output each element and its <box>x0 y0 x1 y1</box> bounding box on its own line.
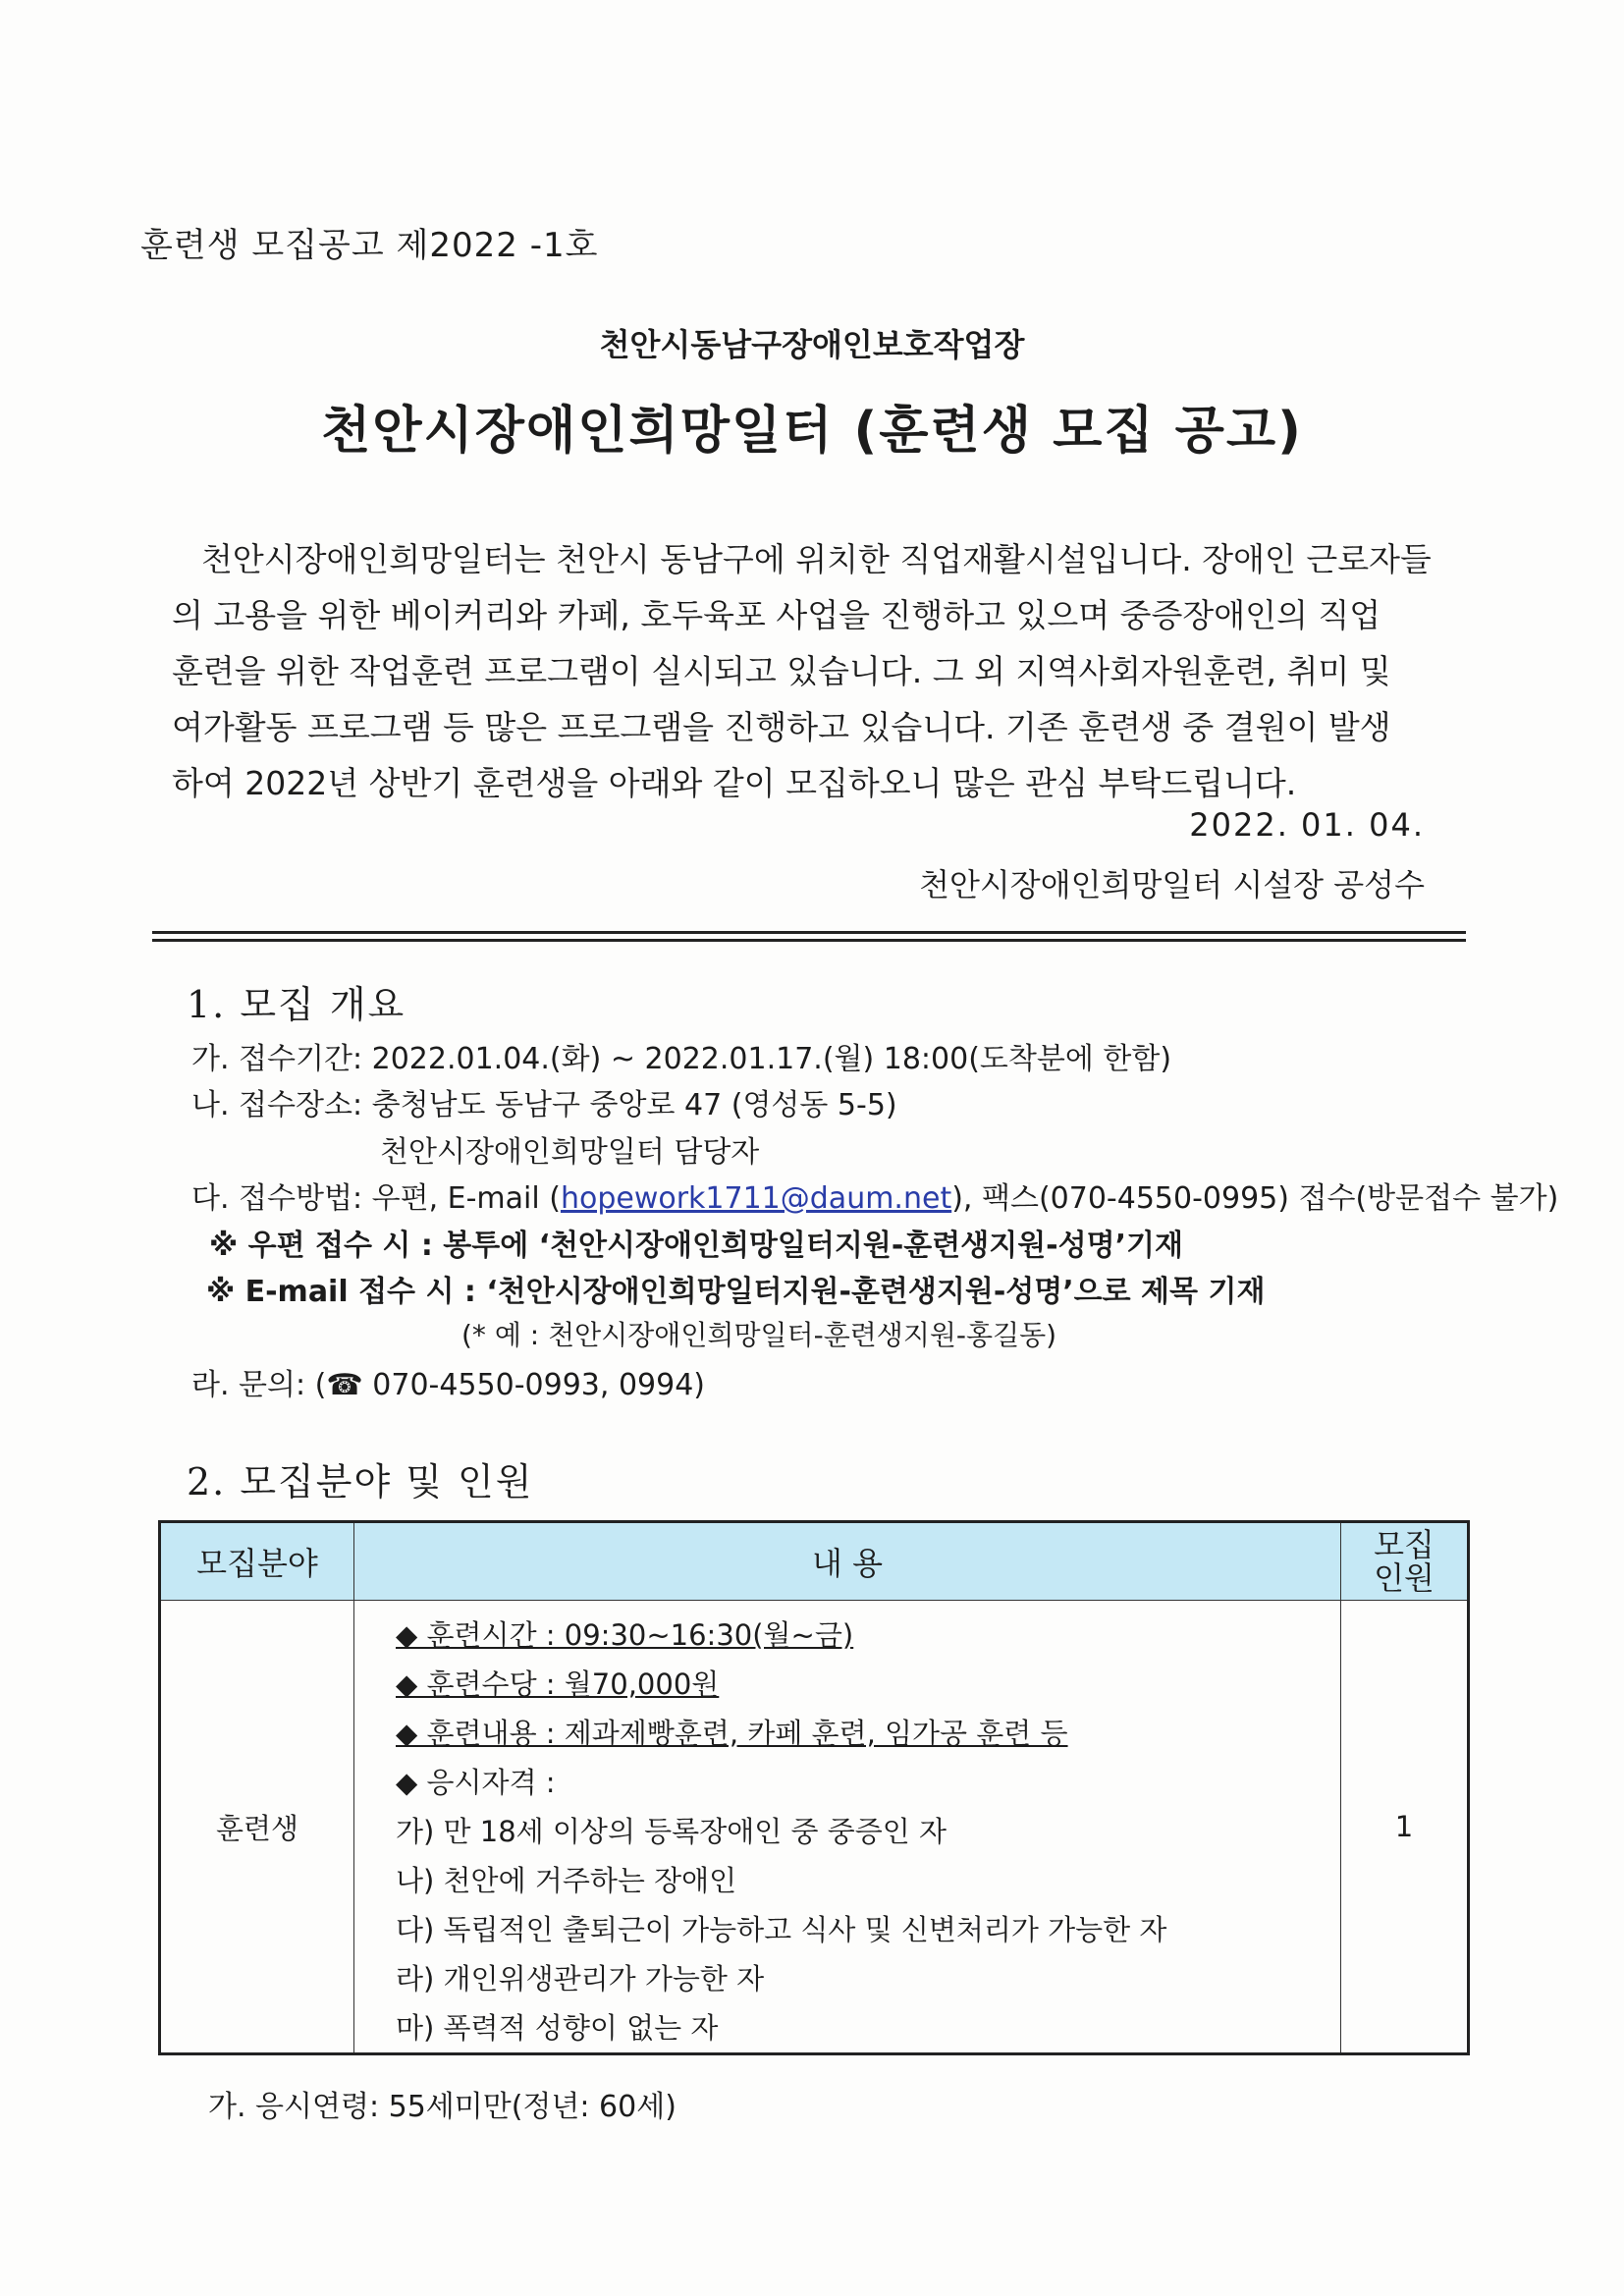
content-line: 마) 폭력적 성향이 없는 자 <box>396 2011 719 2045</box>
content-line: 라) 개인위생관리가 가능한 자 <box>396 1962 765 1995</box>
note-email: ※ E-mail 접수 시 : ‘천안시장애인희망일터지원-훈련생지원-성명’으로 제목 기재 <box>206 1275 1266 1309</box>
application-period: 가. 접수기간: 2022.01.04.(화) ~ 2022.01.17.(월) 18:00(도착분에 한함) <box>191 1042 1172 1076</box>
application-place: 나. 접수장소: 충청남도 동남구 중앙로 47 (영성동 5-5) <box>191 1088 897 1122</box>
divider <box>152 939 1466 942</box>
inquiry-contact: 라. 문의: (☎ 070-4550-0993, 0994) <box>191 1368 705 1402</box>
header-count-line: 인원 <box>1374 1559 1435 1597</box>
intro-line: 하여 2022년 상반기 훈련생을 아래와 같이 모집하오니 많은 관심 부탁드립니다. <box>172 764 1297 802</box>
email-link[interactable]: hopework1711@daum.net <box>560 1181 952 1216</box>
content-line: ◆ 훈련수당 : 월70,000원 <box>396 1667 720 1701</box>
signature: 천안시장애인희망일터 시설장 공성수 <box>919 866 1425 903</box>
header-count <box>1341 1522 1469 1601</box>
intro-line: 천안시장애인희망일터는 천안시 동남구에 위치한 직업재활시설입니다. 장애인 근로자들 <box>201 540 1432 578</box>
intro-paragraph <box>172 531 1432 811</box>
content-line: ◆ 훈련내용 : 제과제빵훈련, 카페 훈련, 임가공 훈련 등 <box>396 1717 1068 1750</box>
method-prefix: 다. 접수방법: 우편, E-mail ( <box>191 1181 561 1216</box>
divider <box>152 931 1466 934</box>
intro-line: 의 고용을 위한 베이커리와 카페, 호두육포 사업을 진행하고 있으며 중증장애인의 직업 <box>172 596 1381 634</box>
notice-date: 2022. 01. 04. <box>1189 806 1425 844</box>
content-line: 다) 독립적인 출퇴근이 가능하고 식사 및 신변처리가 가능한 자 <box>396 1913 1167 1946</box>
recruitment-table <box>158 1520 1470 2055</box>
intro-line: 여가활동 프로그램 등 많은 프로그램을 진행하고 있습니다. 기존 훈련생 중 결원이 발생 <box>172 708 1391 746</box>
cell-field: 훈련생 <box>160 1601 354 2054</box>
note-example: (* 예 : 천안시장애인희망일터-훈련생지원-홍길동) <box>461 1319 1057 1351</box>
section2-heading: 2. 모집분야 및 인원 <box>187 1460 534 1503</box>
header-content: 내 용 <box>354 1522 1341 1601</box>
intro-line: 훈련을 위한 작업훈련 프로그램이 실시되고 있습니다. 그 외 지역사회자원훈련, 취미 및 <box>172 652 1391 690</box>
method-suffix: ), 팩스(070-4550-0995) 접수(방문접수 불가) <box>951 1181 1559 1216</box>
table-row <box>160 1601 1469 2054</box>
section1-heading: 1. 모집 개요 <box>187 983 406 1026</box>
age-requirement: 가. 응시연령: 55세미만(정년: 60세) <box>208 2090 677 2124</box>
page-title: 천안시장애인희망일터 (훈련생 모집 공고) <box>321 402 1303 461</box>
note-post: ※ 우편 접수 시 : 봉투에 ‘천안시장애인희망일터지원-훈련생지원-성명’기재 <box>209 1229 1183 1263</box>
header-count-line: 모집 <box>1374 1526 1435 1563</box>
application-place-detail: 천안시장애인희망일터 담당자 <box>380 1135 760 1170</box>
content-line: ◆ 응시자격 : <box>396 1766 556 1799</box>
content-line: ◆ 훈련시간 : 09:30~16:30(월~금) <box>396 1618 854 1652</box>
organization-name: 천안시동남구장애인보호작업장 <box>599 326 1025 363</box>
header-field: 모집분야 <box>160 1522 354 1601</box>
table-header-row <box>160 1522 1469 1601</box>
notice-number: 훈련생 모집공고 제2022 -1호 <box>140 226 599 265</box>
content-line: 나) 천안에 거주하는 장애인 <box>396 1864 737 1897</box>
application-method <box>191 1174 1558 1217</box>
content-line: 가) 만 18세 이상의 등록장애인 중 중증인 자 <box>396 1815 947 1848</box>
cell-content <box>354 1601 1341 2054</box>
cell-count: 1 <box>1341 1601 1469 2054</box>
